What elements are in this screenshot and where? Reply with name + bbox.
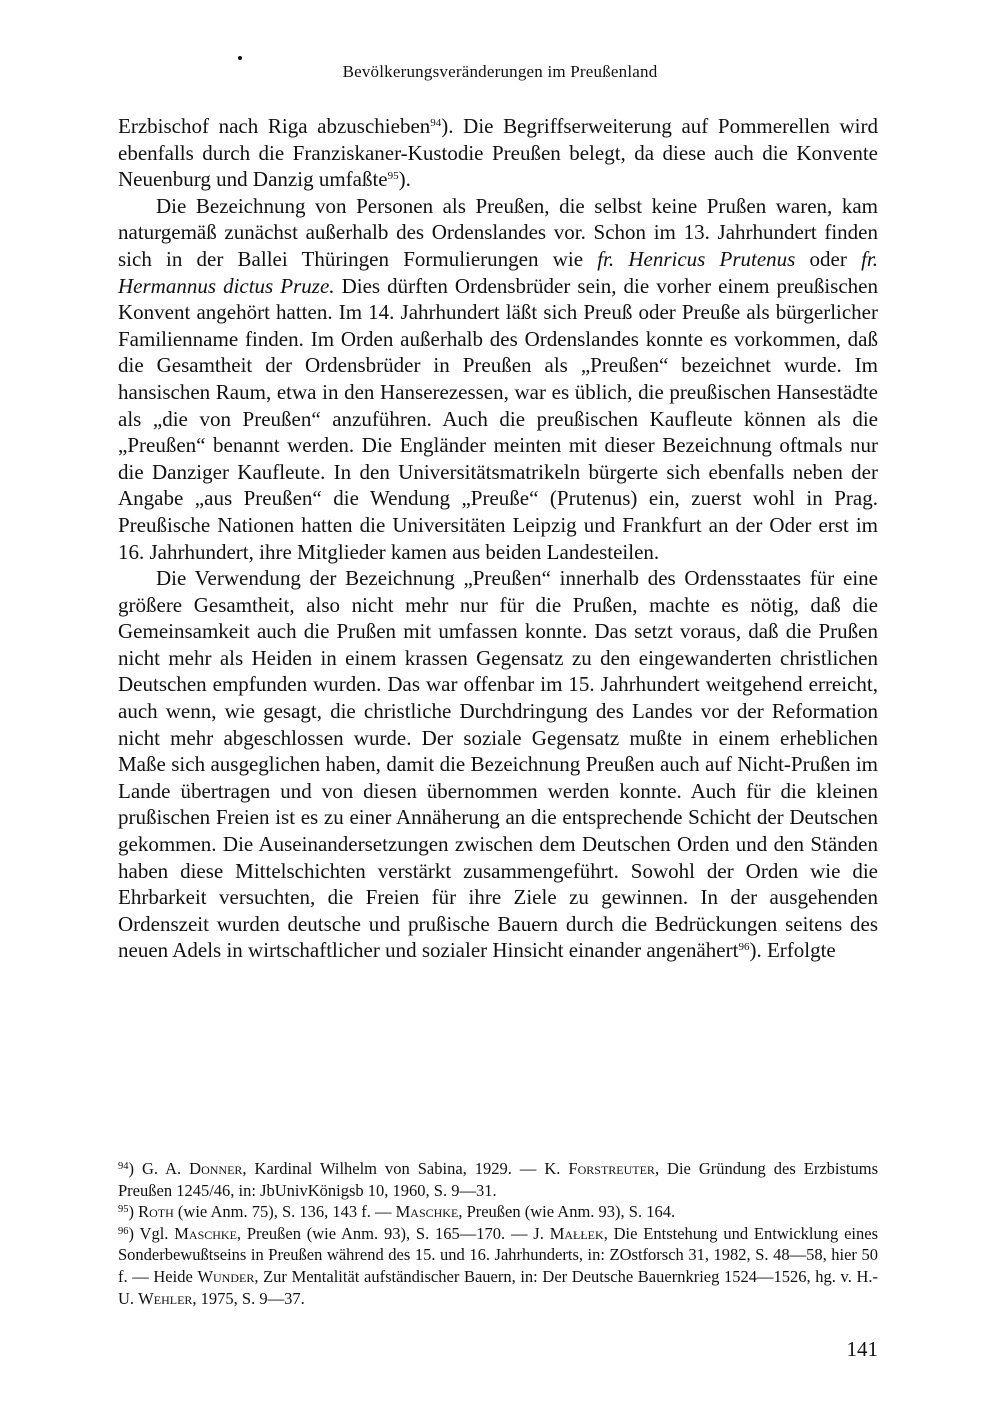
page-number: 141 <box>846 1337 878 1361</box>
running-header: Bevölkerungsveränderungen im Preußenland <box>342 62 658 81</box>
footnote-94: $^{94}$) G. A. Donner, Kardinal Wilhelm von Sabina, 1929. — K. Forstreuter, Die Gründung des Erzbistums Preußen 1245/46, in: JbUnivKönigsb 10, 1960, S. 9—31. <box>118 1159 878 1200</box>
footnote-ref-94[interactable]: 94 <box>430 117 442 129</box>
main-text <box>118 113 878 964</box>
footnote-ref-96[interactable]: 96 <box>738 941 750 954</box>
footnote-ref-95[interactable]: 95 <box>387 170 399 183</box>
paragraph-1: Erzbischof nach Riga abzuschieben$^{94}$). Die Begriffserweiterung auf Pommerellen wird ebenfalls durch die Franziskaner-Kustodie Preußen belegt, da diese auch die Konvente Neuenburg und Danzig umfaßte$^{95}$). <box>118 114 878 192</box>
paragraph-2: Die Bezeichnung von Personen als Preußen, die selbst keine Prußen waren, kam naturgemäß zunächst außerhalb des Ordenslandes vor. Schon im 13. Jahrhundert finden sich in der Ballei Thüringen Formulierungen wie fr. Henricus Prutenus oder fr. Hermannus dictus Pruze. Dies dürften Ordensbrüder sein, die vorher einem preußischen Konvent angehört hatten. Im 14. Jahrhundert läßt sich Preuß oder Preuße als bürgerlicher Familienname finden. Im Orden außerhalb des Ordenslandes konnte es vorkommen, daß die Gesamtheit der Ordensbrüder in Preußen als „Preußen“ bezeichnet wurde. Im hansischen Raum, etwa in den Hanserezessen, war es üblich, die preußischen Hansestädte als „die von Preußen“ anzuführen. Auch die preußischen Kaufleute können als die „Preußen“ benannt werden. Die Engländer meinten mit dieser Bezeichnung oftmals nur die Danziger Kaufleute. In den Universitätsmatrikeln bürgerte sich ebenfalls neben der Angabe „aus Preußen“ die Wendung „Preuße“ (Prutenus) ein, zuerst wohl in Prag. Preußische Nationen hatten die Universitäten Leipzig und Frankfurt an der Oder erst im 16. Jahrhundert, ihre Mitglieder kamen aus beiden Landesteilen. <box>118 193 878 564</box>
footnotes <box>118 1158 878 1309</box>
italic-name-2: fr. Hermannus dictus Pruze. <box>118 246 878 298</box>
footnote-96: $^{96}$) Vgl. Maschke, Preußen (wie Anm. 93), S. 165—170. — J. Małłek, Die Entstehung und Entwicklung eines Sonderbewußtseins in Preußen während des 15. und 16. Jahrhunderts, in: ZOstforsch 31, 1982, S. 48—58, hier 50 f. — Heide Wunder, Zur Mentalität aufständischer Bauern, in: Der Deutsche Bauernkrieg 1524—1526, hg. v. H.-U. Wehler, 1975, S. 9—37. <box>118 1223 878 1308</box>
print-speck <box>238 56 242 60</box>
footnote-95: $^{95}$) Roth (wie Anm. 75), S. 136, 143 f. — Maschke, Preußen (wie Anm. 93), S. 164. <box>118 1202 676 1222</box>
paragraph-3: Die Verwendung der Bezeichnung „Preußen“ innerhalb des Ordensstaates für eine größere Gesamtheit, also nicht mehr nur für die Prußen, machte es nötig, daß die Gemeinsamkeit auch die Prußen mit umfassen konnte. Das setzt voraus, daß die Prußen nicht mehr als Heiden in einem krassen Gegensatz zu den eingewanderten christlichen Deutschen empfunden wurden. Das war offenbar im 15. Jahrhundert weitgehend erreicht, auch wenn, wie gesagt, die christliche Durchdringung des Landes vor der Reformation nicht mehr abgeschlossen wurde. Der soziale Gegensatz mußte in einem erheblichen Maße sich ausgeglichen haben, damit die Bezeichnung Preußen auch auf Nicht-Prußen im Lande übertragen und von diesen übernommen werden konnte. Auch für die kleinen prußischen Freien ist es zu einer Annäherung an die entsprechende Schicht der Deutschen gekommen. Die Auseinandersetzungen zwischen dem Deutschen Orden und den Ständen haben diese Mittelschichten verstärkt zusammengeführt. Sowohl der Orden wie die Ehrbarkeit versuchten, die Freien für ihre Ziele zu gewinnen. In der ausgehenden Ordenszeit wurden deutsche und prußische Bauern durch die Bedrückungen seitens des neuen Adels in wirtschaftlicher und sozialer Hinsicht einander angenähert$^{96}$). Erfolgte <box>118 566 878 963</box>
italic-name-1: fr. Henricus Prutenus <box>597 246 796 271</box>
